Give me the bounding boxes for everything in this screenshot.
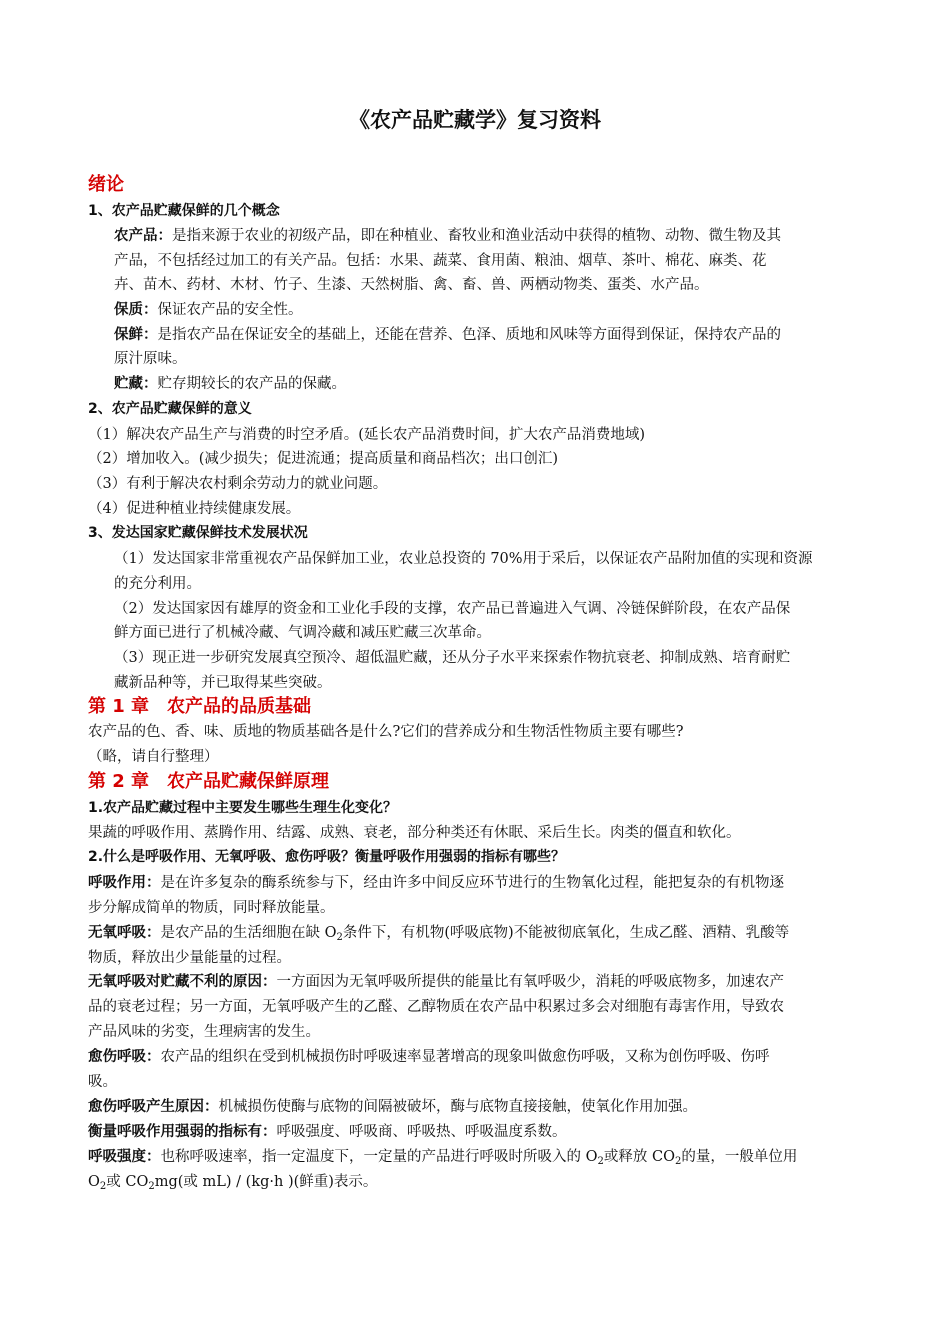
- text-zhibiao: 呼吸强度、呼吸商、呼吸热、呼吸温度系数。: [276, 1124, 567, 1140]
- list-item: （2）增加收入。(减少损失；促进流通；提高质量和商品档次；出口创汇): [88, 451, 559, 467]
- paragraph-huxi-line-2: 步分解成简单的物质，同时释放能量。: [88, 900, 335, 916]
- text-qiangdu-1b: 或释放 CO: [603, 1149, 675, 1165]
- term-zhibiao: 衡量呼吸作用强弱的指标有：: [88, 1124, 277, 1140]
- paragraph-zhucang: [114, 372, 346, 393]
- paragraph-huxi-line-1: [88, 871, 784, 892]
- text-qiangdu-2c: mg(或 mL) / (kg·h )(鲜重)表示。: [154, 1174, 378, 1190]
- text-qiangdu-2b: 或 CO: [106, 1174, 149, 1190]
- paragraph-s3-3-line-2: 藏新品种等，并已取得某些突破。: [114, 675, 332, 691]
- subscript: 2: [99, 1181, 107, 1192]
- paragraph-qiangdu-line-1: [88, 1145, 797, 1167]
- paragraph-wuyang-line-2: 物质，释放出少量能量的过程。: [88, 950, 291, 966]
- text-baozhi: 保证农产品的安全性。: [157, 302, 303, 318]
- question-1: 1.农产品贮藏过程中主要发生哪些生理生化变化？: [88, 800, 398, 816]
- text-nongchanpin-1: 是指来源于农业的初级产品，即在种植业、畜牧业和渔业活动中获得的植物、动物、微生物及其: [172, 228, 781, 244]
- paragraph-zhibiao: [88, 1120, 567, 1141]
- paragraph-baoxian-line-1: [114, 323, 781, 344]
- text-baoxian-1: 是指农产品在保证安全的基础上，还能在营养、色泽、质地和风味等方面得到保证，保持农产品的: [157, 327, 781, 343]
- paragraph-buli-line-1: [88, 970, 784, 991]
- paragraph-s3-1-line-1: （1）发达国家非常重视农产品保鲜加工业，农业总投资的 70%用于采后，以保证农产品附加值的实现和资源: [114, 551, 813, 567]
- chapter-1-question: 农产品的色、香、味、质地的物质基础各是什么?它们的营养成分和生物活性物质主要有哪些?: [88, 724, 684, 740]
- paragraph-s3-2-line-1: （2）发达国家因有雄厚的资金和工业化手段的支撑，农产品已普遍进入气调、冷链保鲜阶段，在农产品保: [114, 601, 791, 617]
- subscript: 2: [148, 1181, 155, 1192]
- paragraph-s3-1-line-2: 的充分利用。: [114, 576, 201, 592]
- section-2-heading: 2、农产品贮藏保鲜的意义: [88, 401, 252, 417]
- term-zhucang: 贮藏：: [114, 376, 158, 392]
- text-yushang-1: 农产品的组织在受到机械损伤时呼吸速率显著增高的现象叫做愈伤呼吸，又称为创伤呼吸、伤呼: [160, 1049, 770, 1065]
- intro-heading: 绪论: [88, 174, 124, 195]
- paragraph-nongchanpin-line-1: [114, 224, 781, 245]
- text-qiangdu-1a: 也称呼吸速率，指一定温度下，一定量的产品进行呼吸时所吸入的 O: [160, 1149, 598, 1165]
- text-huxi-1: 是在许多复杂的酶系统参与下，经由许多中间反应环节进行的生物氧化过程，能把复杂的有机物逐: [160, 875, 784, 891]
- text-yuanyin: 机械损伤使酶与底物的间隔被破坏，酶与底物直接接触，使氧化作用加强。: [218, 1099, 697, 1115]
- term-buli: 无氧呼吸对贮藏不利的原因：: [88, 974, 277, 990]
- paragraph-buli-line-2: 品的衰老过程；另一方面，无氧呼吸产生的乙醛、乙醇物质在农产品中积累过多会对细胞有毒害作用，导致农: [88, 999, 784, 1015]
- text-buli-1: 一方面因为无氧呼吸所提供的能量比有氧呼吸少，消耗的呼吸底物多，加速农产: [276, 974, 784, 990]
- chapter-1-heading: 第 1 章 农产品的品质基础: [88, 696, 312, 717]
- chapter-2-heading: 第 2 章 农产品贮藏保鲜原理: [88, 771, 330, 792]
- section-3-heading: 3、发达国家贮藏保鲜技术发展状况: [88, 525, 308, 541]
- document-title: 《农产品贮藏学》复习资料: [349, 107, 601, 132]
- text-zhucang: 贮存期较长的农产品的保藏。: [157, 376, 346, 392]
- term-baoxian: 保鲜：: [114, 327, 158, 343]
- chapter-1-note: （略，请自行整理）: [88, 749, 219, 765]
- subscript: 2: [674, 1156, 682, 1167]
- question-2: 2.什么是呼吸作用、无氧呼吸、愈伤呼吸？衡量呼吸作用强弱的指标有哪些？: [88, 849, 566, 865]
- term-huxi: 呼吸作用：: [88, 875, 161, 891]
- subscript: 2: [336, 932, 343, 943]
- section-1-heading: 1、农产品贮藏保鲜的几个概念: [88, 203, 280, 219]
- text-qiangdu-1c: 的量，一般单位用: [681, 1149, 798, 1165]
- paragraph-nongchanpin-line-3: 卉、苗木、药材、木材、竹子、生漆、天然树脂、禽、畜、兽、两栖动物类、蛋类、水产品。: [114, 277, 709, 293]
- term-yuanyin: 愈伤呼吸产生原因：: [88, 1099, 219, 1115]
- paragraph-buli-line-3: 产品风味的劣变，生理病害的发生。: [88, 1024, 320, 1040]
- term-yushang: 愈伤呼吸：: [88, 1049, 161, 1065]
- paragraph-s3-2-line-2: 鲜方面已进行了机械冷藏、气调冷藏和减压贮藏三次革命。: [114, 625, 491, 641]
- paragraph-wuyang-line-1: [88, 921, 789, 943]
- subscript: 2: [597, 1156, 604, 1167]
- paragraph-qiangdu-line-2: [88, 1170, 377, 1192]
- answer-1: 果蔬的呼吸作用、蒸腾作用、结露、成熟、衰老，部分种类还有休眠、采后生长。肉类的僵直和软化。: [88, 825, 741, 841]
- term-wuyang: 无氧呼吸：: [88, 925, 161, 941]
- paragraph-nongchanpin-line-2: 产品，不包括经过加工的有关产品。包括：水果、蔬菜、食用菌、粮油、烟草、茶叶、棉花、麻类、花: [114, 253, 767, 269]
- paragraph-s3-3-line-1: （3）现正进一步研究发展真空预冷、超低温贮藏，还从分子水平来探索作物抗衰老、抑制成熟、培育耐贮: [114, 650, 791, 666]
- paragraph-baozhi: [114, 298, 303, 319]
- paragraph-baoxian-line-2: 原汁原味。: [114, 351, 187, 367]
- text-wuyang-1b: 条件下，有机物(呼吸底物)不能被彻底氧化，生成乙醛、酒精、乳酸等: [342, 925, 790, 941]
- list-item: （1）解决农产品生产与消费的时空矛盾。(延长农产品消费时间，扩大农产品消费地域): [88, 427, 646, 443]
- list-item: （4）促进种植业持续健康发展。: [88, 501, 301, 517]
- paragraph-yuanyin: [88, 1095, 697, 1116]
- text-wuyang-1a: 是农产品的生活细胞在缺 O: [160, 925, 337, 941]
- term-qiangdu: 呼吸强度：: [88, 1149, 161, 1165]
- term-baozhi: 保质：: [114, 302, 158, 318]
- term-nongchanpin: 农产品：: [114, 228, 172, 244]
- list-item: （3）有利于解决农村剩余劳动力的就业问题。: [88, 476, 388, 492]
- paragraph-yushang-line-1: [88, 1045, 770, 1066]
- paragraph-yushang-line-2: 吸。: [88, 1074, 117, 1090]
- text-qiangdu-2a: O: [88, 1174, 100, 1190]
